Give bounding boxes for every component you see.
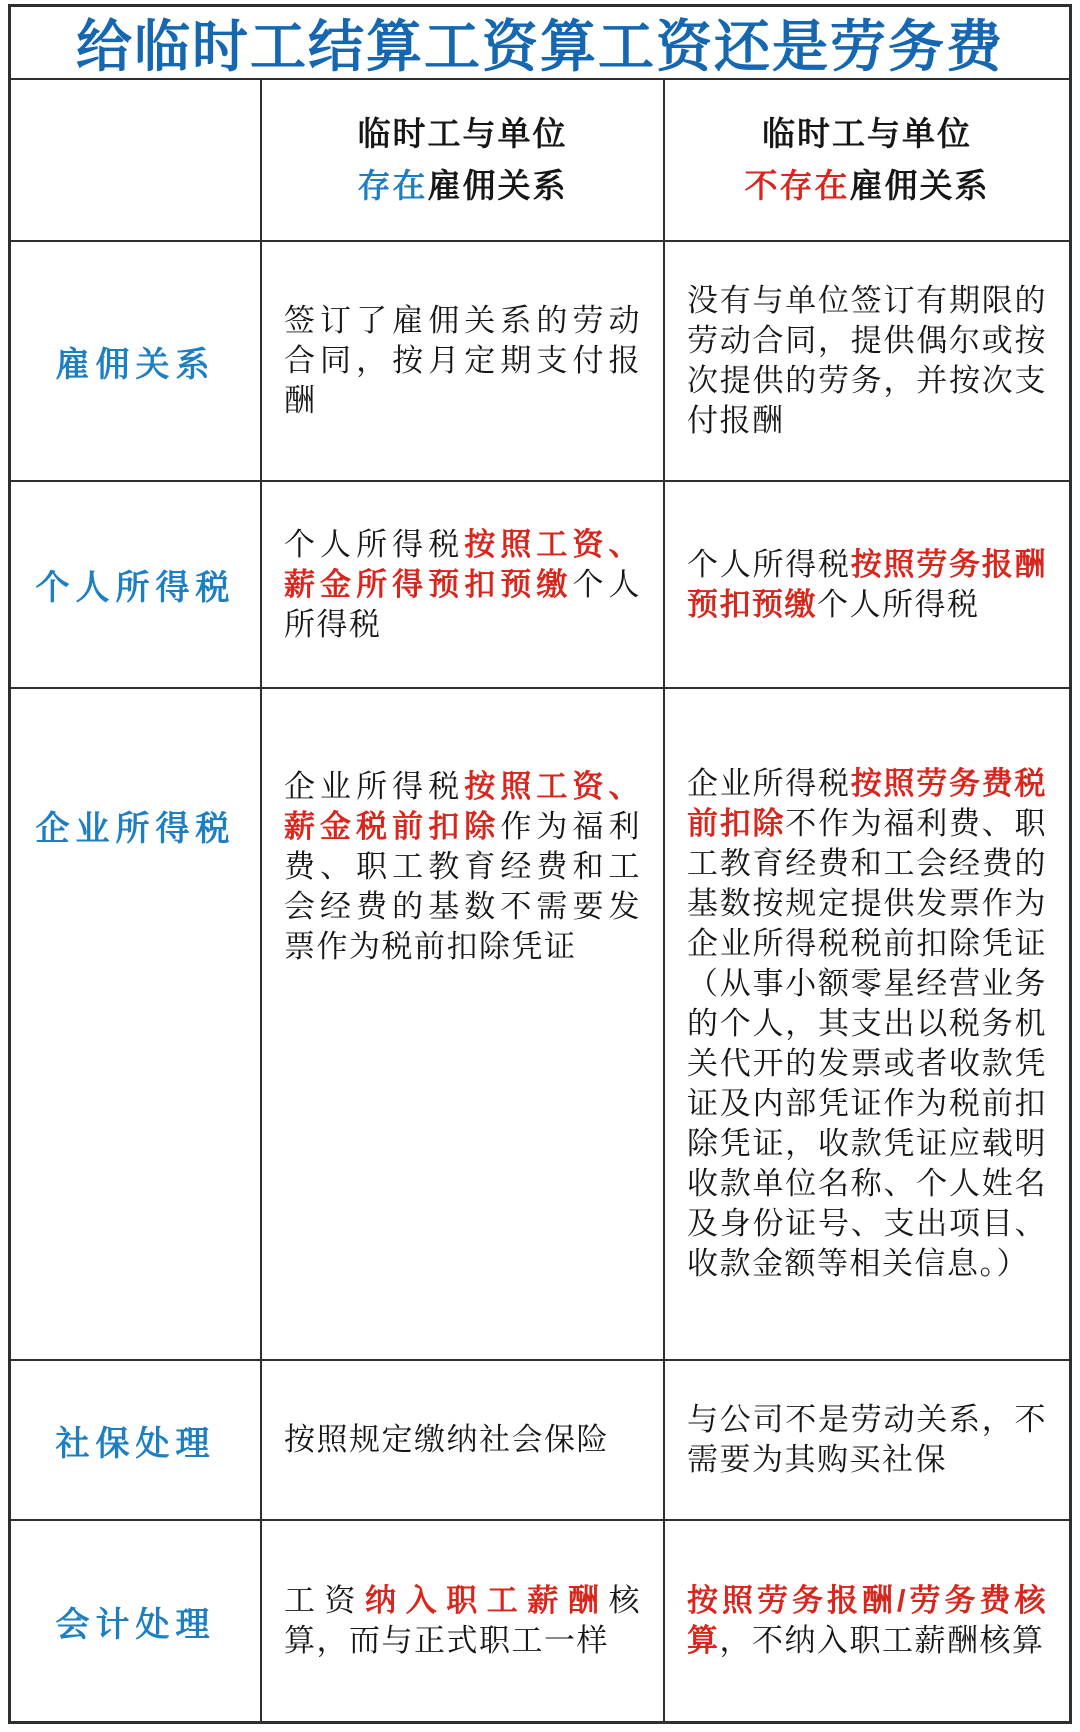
- text-segment-black: 个人所得税: [284, 526, 465, 562]
- text-segment-red: 按照劳务费税前扣除: [687, 766, 1047, 841]
- text-segment-black: 核算，而与正式职工一样: [284, 1583, 641, 1658]
- cell-text: [284, 1581, 641, 1661]
- row-label-text: 社保处理: [55, 1424, 216, 1463]
- text-segment-black: ，不纳入职工薪酬核算: [719, 1623, 1045, 1658]
- comparison-table: [8, 4, 1072, 1724]
- row-label-text: 企业所得税: [35, 810, 236, 848]
- table-cell: [665, 689, 1069, 1361]
- row-label: [11, 689, 262, 1361]
- header-line-2: [358, 160, 568, 212]
- table-cell: [262, 1361, 665, 1521]
- text-segment-black: 企业所得税: [687, 766, 851, 801]
- table-cell: [665, 1361, 1069, 1521]
- row-label: [11, 482, 262, 689]
- row-label: [11, 1521, 262, 1721]
- text-segment-red: 按照工资、薪金税前扣除: [284, 769, 642, 844]
- text-segment-black: 作为福利费、职工教育经费和工会经费的基数不需要发票作为税前扣除凭证: [284, 809, 642, 964]
- row-label-text: 雇佣关系: [55, 345, 216, 384]
- cell-text: [687, 1400, 1047, 1480]
- table-cell: [262, 482, 665, 689]
- text-segment-red: 纳入职工薪酬: [365, 1583, 609, 1618]
- page-title: 给临时工结算工资算工资还是劳务费: [11, 7, 1069, 80]
- text-segment-black: 与公司不是劳动关系，不需要为其购买社保: [687, 1402, 1047, 1477]
- table-cell: [665, 1521, 1069, 1721]
- cell-text: [284, 767, 641, 967]
- cell-text: [284, 301, 641, 421]
- cell-text: [284, 525, 641, 645]
- text-segment-black: 雇佣关系: [849, 167, 990, 204]
- row-label: [11, 1361, 262, 1521]
- text-segment-blue: 存在: [357, 167, 428, 204]
- text-segment-black: 个人所得税: [687, 546, 851, 582]
- table-cell: [665, 482, 1069, 689]
- text-segment-red: 不存在: [744, 167, 850, 204]
- table-cell: [262, 242, 665, 482]
- cell-text: [687, 281, 1047, 441]
- header-line-1: 临时工与单位: [357, 115, 568, 152]
- text-segment-black: 个人所得税: [284, 566, 642, 642]
- text-segment-red: 按照劳务报酬/劳务费核算: [687, 1583, 1047, 1658]
- cell-text: [687, 545, 1047, 625]
- table-cell: [262, 689, 665, 1361]
- cell-text: [687, 1581, 1047, 1661]
- text-segment-red: 按照劳务报酬预扣预缴: [687, 546, 1047, 622]
- cell-text: [687, 764, 1047, 1284]
- text-segment-black: 个人所得税: [817, 586, 980, 622]
- header-col-employment-exists: [262, 80, 665, 242]
- text-segment-black: 雇佣关系: [427, 167, 568, 204]
- row-label-text: 个人所得税: [35, 569, 236, 607]
- text-segment-black: 企业所得税: [284, 769, 465, 804]
- text-segment-black: 不作为福利费、职工教育经费和工会经费的基数按规定提供发票作为企业所得税税前扣除凭证（从事小额零星经营业务的个人，其支出以税务机关代开的发票或者收款凭证及内部凭证作为税前扣除凭证，收款凭证应载明收款单位名称、个人姓名及身份证号、支出项目、收款金额等相关信息。）: [687, 806, 1047, 1281]
- header-line-1: 临时工与单位: [762, 115, 972, 152]
- text-segment-black: 工资: [284, 1583, 366, 1618]
- table-cell: [262, 1521, 665, 1721]
- text-segment-black: 没有与单位签订有期限的劳动合同，提供偶尔或按次提供的劳务，并按次支付报酬: [687, 283, 1047, 438]
- cell-text: [284, 1420, 641, 1460]
- row-label-text: 会计处理: [55, 1605, 216, 1644]
- header-col-employment-not-exists: [665, 80, 1069, 242]
- text-segment-black: 按照规定缴纳社会保险: [284, 1422, 609, 1457]
- header-blank-cell: [11, 80, 262, 242]
- text-segment-red: 按照工资、薪金所得预扣预缴: [284, 526, 642, 602]
- table-cell: [665, 242, 1069, 482]
- row-label: [11, 242, 262, 482]
- text-segment-black: 签订了雇佣关系的劳动合同，按月定期支付报酬: [284, 303, 641, 418]
- header-line-2: [745, 160, 990, 212]
- comparison-table-grid: [11, 80, 1069, 1721]
